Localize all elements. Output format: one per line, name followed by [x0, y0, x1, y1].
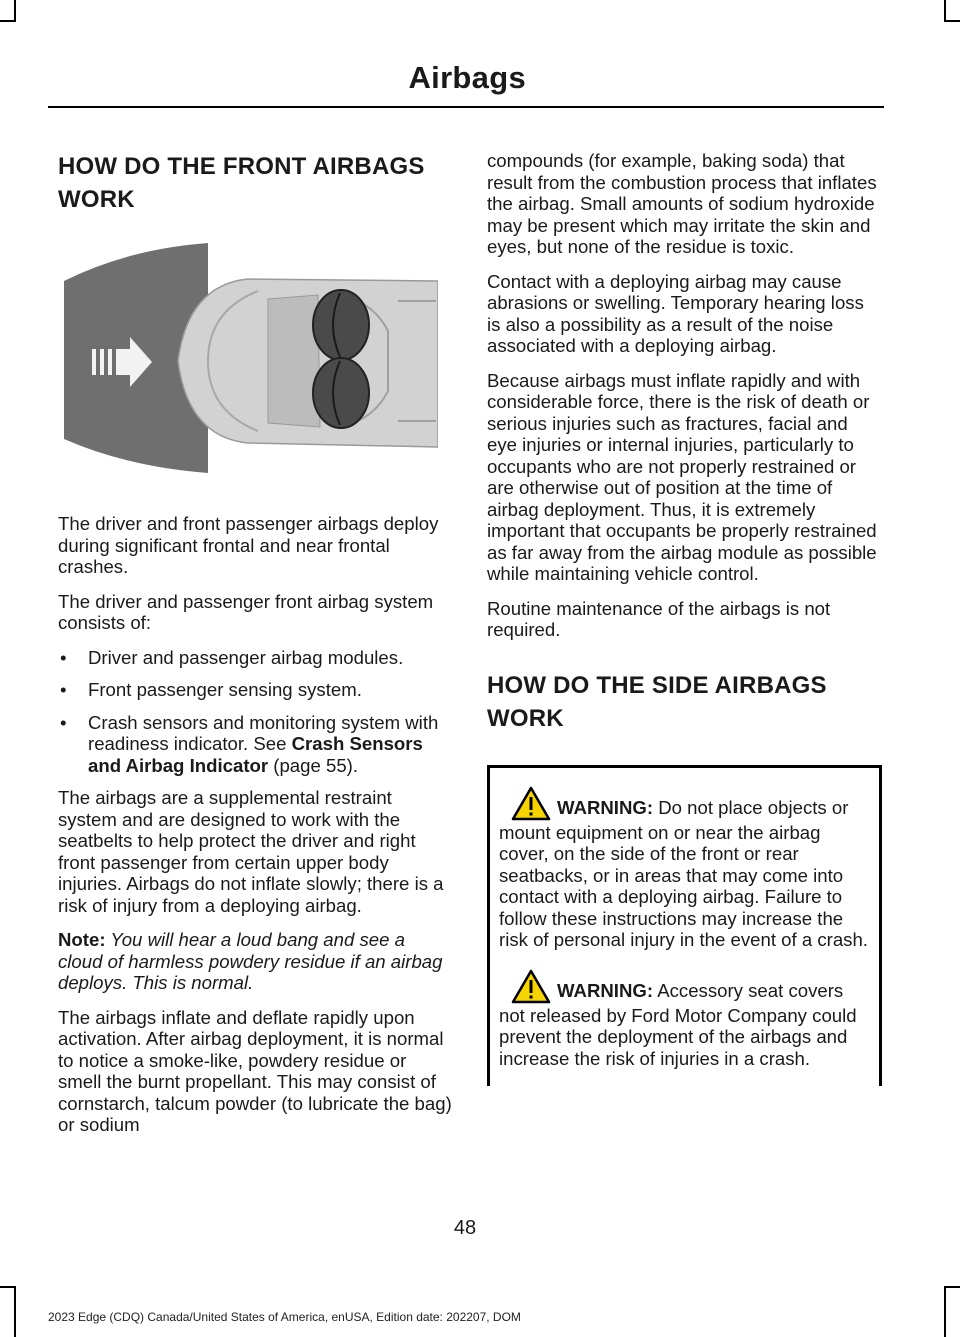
front-airbags-heading: HOW DO THE FRONT AIRBAGS WORK [58, 153, 425, 213]
front-airbag-illustration [58, 241, 438, 475]
paragraph: The airbags are a supplemental restraint system and are designed to work with the seatbelts to help protect the driver and right front passenger from certain upper body injuries. Airbags do not inflate slowly; there is a risk of injury from a deploying airbag. [58, 787, 444, 916]
crop-mark [14, 0, 16, 22]
warning-box [487, 765, 882, 1086]
side-airbags-heading: HOW DO THE SIDE AIRBAGS WORK [487, 671, 827, 732]
crop-mark [0, 20, 16, 22]
footer-text: 2023 Edge (CDQ) Canada/United States of America, enUSA, Edition date: 202207, DOM [48, 1310, 521, 1324]
paragraph: The driver and passenger front airbag system consists of: [58, 590, 434, 633]
driver-airbag [313, 358, 369, 428]
warning-block [499, 969, 871, 1070]
section-title: Airbags [408, 60, 526, 95]
right-column [487, 150, 882, 1086]
crop-mark [944, 0, 946, 22]
left-column [58, 150, 453, 1149]
crop-mark [944, 1286, 960, 1288]
header-rule [48, 106, 884, 108]
page-number: 48 [453, 1217, 477, 1239]
list-item [58, 712, 453, 777]
paragraph: Because airbags must inflate rapidly and with considerable force, there is the risk of death or serious injuries such as fractures, facial and eye injuries or internal injuries, particularly to occupants who are not properly restrained or are otherwise out of position at the time of airbag deployment. Thus, it is extremely important that occupants be properly restrained as far away from the airbag module as possible while maintaining vehicle control. [487, 369, 877, 584]
list-item: • Front passenger sensing system. [58, 679, 453, 701]
list-item: • Driver and passenger airbag modules. [58, 647, 453, 669]
paragraph: The driver and front passenger airbags deploy during significant frontal and near frontal crashes. [58, 513, 439, 577]
paragraph: compounds (for example, baking soda) that result from the combustion process that inflates the airbag. Small amounts of sodium hydroxide may be present which may irritate the skin and eyes, but none of the residue is toxic. [487, 150, 877, 257]
passenger-airbag [313, 290, 369, 360]
paragraph: Contact with a deploying airbag may cause abrasions or swelling. Temporary hearing loss is also a possibility as a result of the noise associated with a deploying airbag. [487, 270, 864, 356]
warning-label: WARNING: [557, 979, 654, 1001]
warning-text: Accessory seat covers not released by Ford Motor Company could prevent the deployment of the airbags and increase the risk of injuries in a crash. [499, 979, 857, 1069]
paragraph: The airbags inflate and deflate rapidly upon activation. After airbag deployment, it is normal to notice a smoke-like, powdery residue or smell the burnt propellant. This may consist of cornstarch, talcum powder (to lubricate the bag) or sodium [58, 1006, 452, 1135]
note-label: Note: [58, 929, 106, 950]
bullet-list [58, 647, 453, 777]
warning-triangle-icon [511, 969, 551, 1005]
crop-mark [14, 1286, 16, 1337]
warning-label: WARNING: [557, 796, 654, 818]
warning-block [499, 786, 871, 951]
note-text: You will hear a loud bang and see a cloud of harmless powdery residue if an airbag deploys. This is normal. [58, 929, 443, 993]
paragraph: Routine maintenance of the airbags is not required. [487, 597, 831, 640]
cross-reference-link[interactable]: Crash Sensors and Airbag Indicator [88, 733, 423, 776]
page-reference: (page 55). [268, 754, 359, 776]
crop-mark [944, 20, 960, 22]
warning-triangle-icon [511, 786, 551, 822]
crop-mark [944, 1286, 946, 1337]
note [58, 929, 453, 994]
warning-text: Do not place objects or mount equipment on or near the airbag cover, on the side of the front or rear seatbacks, or in areas that may come into contact with a deploying airbag. Failure to follow these instructions may increase the risk of personal injury in the event of a crash. [499, 796, 868, 950]
list-item-text: Crash sensors and monitoring system with readiness indicator. See [88, 711, 439, 754]
crop-mark [0, 1286, 16, 1288]
